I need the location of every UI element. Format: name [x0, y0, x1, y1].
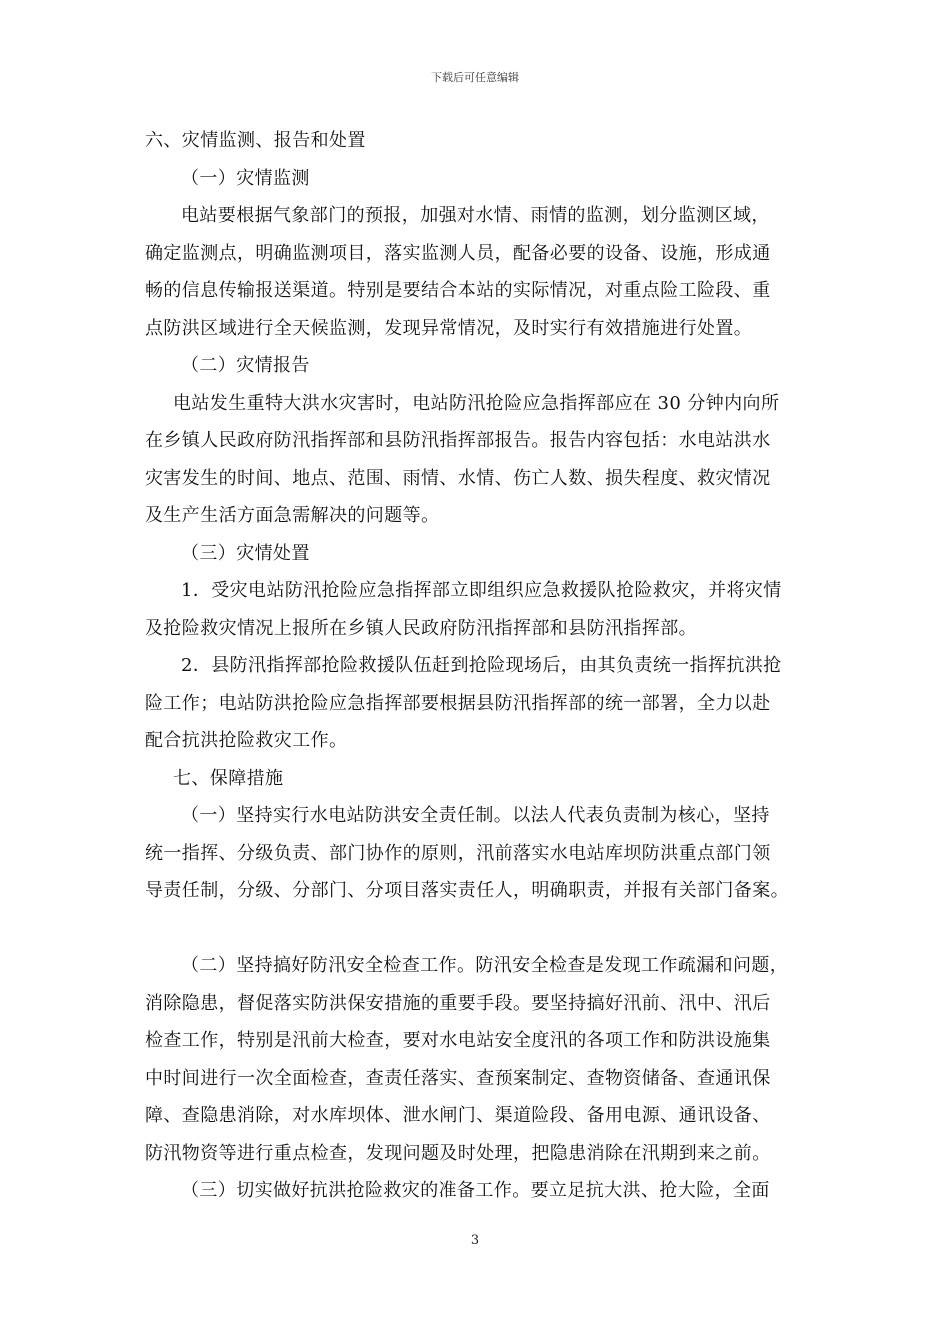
- paragraph-line: 1．受灾电站防汛抢险应急指挥部立即组织应急救援队抢险救灾，并将灾情: [181, 580, 782, 601]
- paragraph-line: （三）切实做好抗洪抢险救灾的准备工作。要立足抗大洪、抢大险，全面: [181, 1180, 770, 1201]
- paragraph-line: 2．县防汛指挥部抢险救援队伍赶到抢险现场后，由其负责统一指挥抗洪抢: [181, 655, 782, 676]
- paragraph-line: 险工作；电站防洪抢险应急指挥部要根据县防汛指挥部的统一部署，全力以赴: [145, 692, 771, 714]
- paragraph-line: 点防洪区域进行全天候监测，发现异常情况，及时实行有效措施进行处置。: [145, 317, 753, 339]
- paragraph-line: 畅的信息传输报送渠道。特别是要结合本站的实际情况，对重点险工险段、重: [145, 280, 771, 301]
- subheading-disaster-handling: （三）灾情处置: [181, 542, 310, 564]
- paragraph-line: 中时间进行一次全面检查，查责任落实、查预案制定、查物资储备、查通讯保: [145, 1067, 771, 1089]
- paragraph-line: 检查工作，特别是汛前大检查，要对水电站安全度汛的各项工作和防洪设施集: [145, 1030, 771, 1051]
- subheading-disaster-monitoring: （一）灾情监测: [181, 167, 310, 189]
- paragraph-line: 消除隐患，督促落实防洪保安措施的重要手段。要坚持搞好汛前、汛中、汛后: [145, 992, 771, 1014]
- paragraph-line: 灾害发生的时间、地点、范围、雨情、水情、伤亡人数、损失程度、救灾情况: [145, 467, 771, 489]
- paragraph-line: 统一指挥、分级负责、部门协作的原则，汛前落实水电站库坝防洪重点部门领: [145, 842, 771, 864]
- paragraph-line: 确定监测点，明确监测项目，落实监测人员，配备必要的设备、设施，形成通: [145, 242, 771, 264]
- paragraph-line: 及生产生活方面急需解决的问题等。: [145, 505, 440, 526]
- document-body: [145, 122, 813, 1210]
- paragraph-line: 防汛物资等进行重点检查，发现问题及时处理，把隐患消除在汛期到来之前。: [145, 1142, 771, 1164]
- paragraph-line: （二）坚持搞好防汛安全检查工作。防汛安全检查是发现工作疏漏和问题，: [181, 955, 789, 976]
- section-heading-6: 六、灾情监测、报告和处置: [145, 130, 366, 151]
- paragraph-line: 电站要根据气象部门的预报，加强对水情、雨情的监测，划分监测区域，: [181, 205, 770, 226]
- paragraph-line: 导责任制，分级、分部门、分项目落实责任人，明确职责，并报有关部门备案。: [145, 880, 789, 901]
- paragraph-line: 在乡镇人民政府防汛指挥部和县防汛指挥部报告。报告内容包括：水电站洪水: [145, 430, 771, 451]
- paragraph-line: 配合抗洪抢险救灾工作。: [145, 730, 348, 751]
- paragraph-line: 电站发生重特大洪水灾害时，电站防汛抢险应急指挥部应在 30 分钟内向所: [173, 392, 780, 414]
- paragraph-line: 障、查隐患消除，对水库坝体、泄水闸门、渠道险段、备用电源、通讯设备、: [145, 1105, 771, 1126]
- paragraph-gap: [145, 910, 813, 948]
- paragraph-line: （一）坚持实行水电站防洪安全责任制。以法人代表负责制为核心，坚持: [181, 805, 770, 826]
- subheading-disaster-report: （二）灾情报告: [181, 355, 310, 376]
- page-number: 3: [470, 1233, 480, 1248]
- page-header: 下载后可任意编辑: [431, 71, 519, 84]
- section-heading-7: 七、保障措施: [173, 767, 284, 789]
- paragraph-line: 及抢险救灾情况上报所在乡镇人民政府防汛指挥部和县防汛指挥部。: [145, 617, 697, 639]
